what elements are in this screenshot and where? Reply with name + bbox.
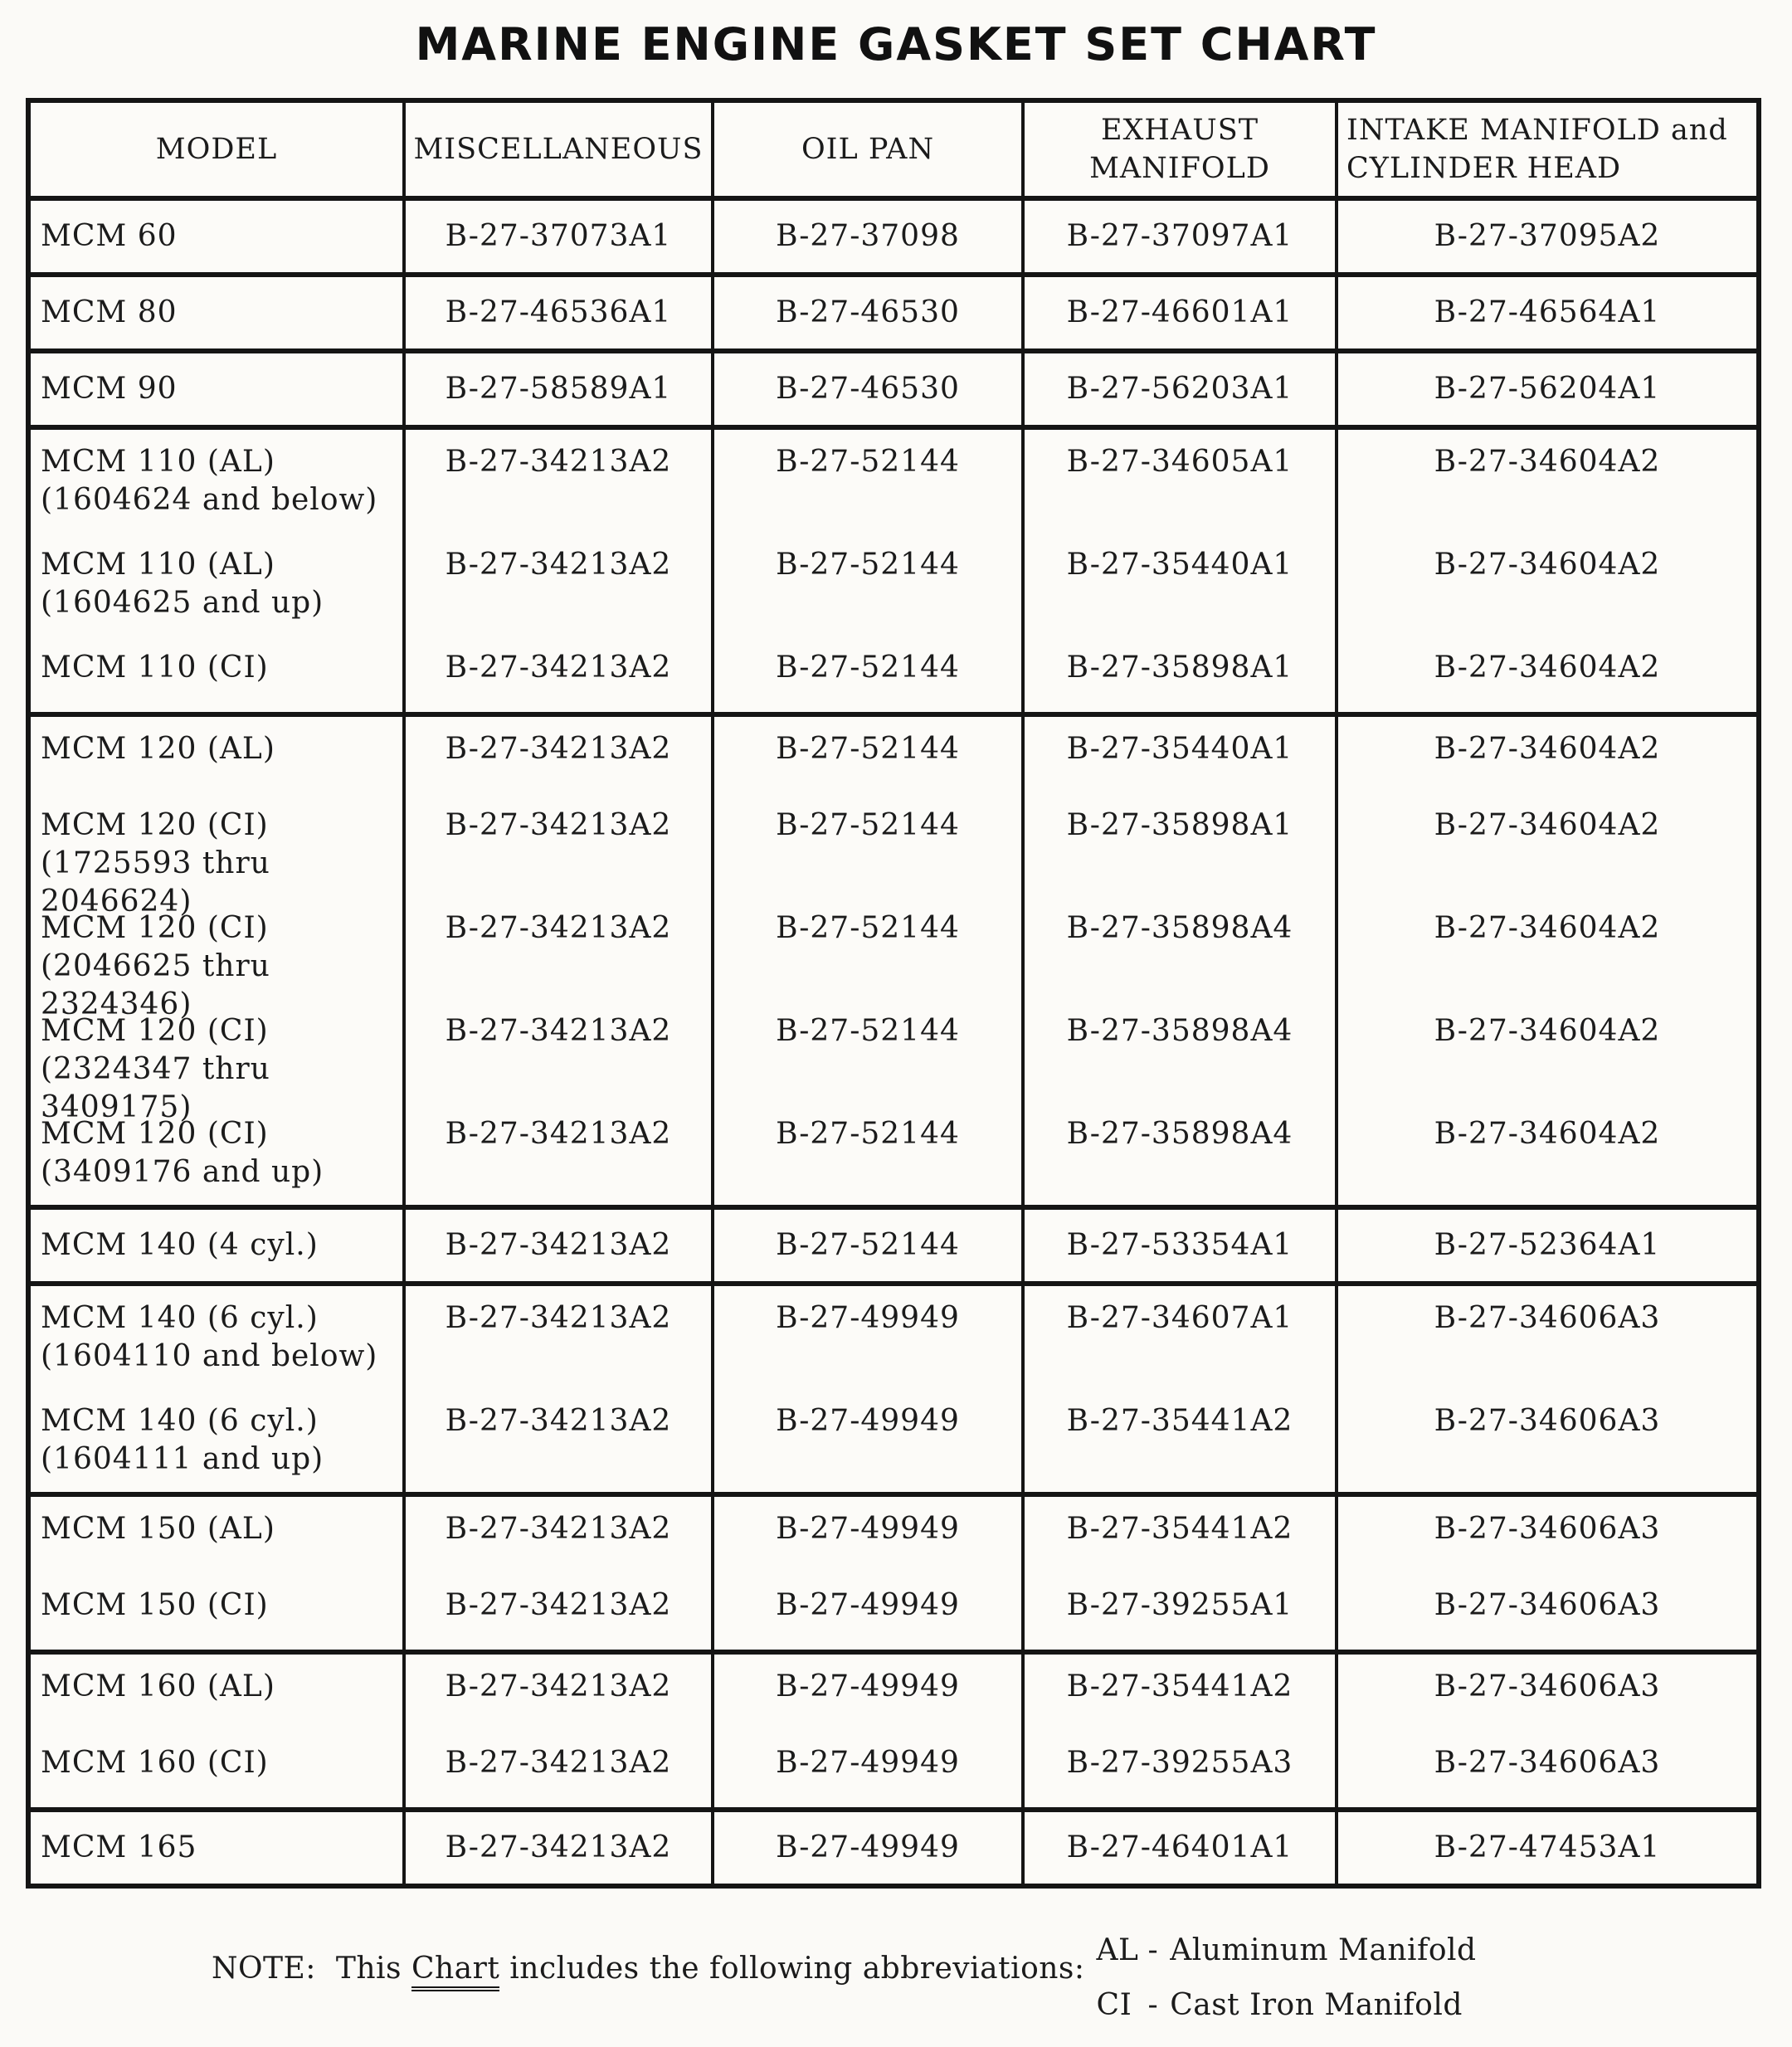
model-label: MCM 140 (6 cyl.) bbox=[41, 1301, 319, 1335]
part-number: B-27-34606A3 bbox=[1434, 1669, 1661, 1703]
model-cell bbox=[31, 348, 406, 425]
part-number: B-27-34604A2 bbox=[1434, 548, 1661, 582]
exhaust-cell bbox=[1025, 425, 1338, 712]
part-number: B-27-35898A4 bbox=[1066, 1117, 1293, 1151]
table-row-segment bbox=[31, 1210, 402, 1281]
table-row-segment bbox=[406, 1497, 711, 1573]
table-row-segment bbox=[1338, 201, 1756, 272]
part-number: B-27-34213A2 bbox=[445, 445, 672, 479]
table-row-segment bbox=[1025, 896, 1335, 999]
table-row-segment bbox=[406, 1812, 711, 1884]
part-number: B-27-34606A3 bbox=[1434, 1301, 1661, 1335]
oil-pan-cell bbox=[714, 1492, 1025, 1650]
model-serial-range: (1604625 and up) bbox=[41, 586, 324, 620]
part-number: B-27-34604A2 bbox=[1434, 445, 1661, 479]
part-number: B-27-34606A3 bbox=[1434, 1512, 1661, 1546]
model-cell bbox=[31, 1807, 406, 1884]
part-number: B-27-35898A1 bbox=[1066, 808, 1293, 842]
part-number: B-27-34607A1 bbox=[1066, 1301, 1293, 1335]
model-label: MCM 150 (AL) bbox=[41, 1512, 275, 1546]
intake-cell bbox=[1338, 1492, 1756, 1650]
exhaust-cell bbox=[1025, 1492, 1338, 1650]
table-row-segment bbox=[31, 1286, 402, 1389]
part-number: B-27-34213A2 bbox=[445, 1588, 672, 1622]
model-serial-range: (1725593 thru 2046624) bbox=[41, 846, 270, 919]
part-number: B-27-34605A1 bbox=[1066, 445, 1293, 479]
part-number: B-27-34604A2 bbox=[1434, 1014, 1661, 1048]
model-label: MCM 150 (CI) bbox=[41, 1588, 269, 1622]
oil-pan-cell bbox=[714, 272, 1025, 348]
part-number: B-27-39255A1 bbox=[1066, 1588, 1293, 1622]
table-row-segment bbox=[714, 896, 1021, 999]
part-number: B-27-34213A2 bbox=[445, 808, 672, 842]
table-row-segment bbox=[714, 636, 1021, 712]
table-row-segment bbox=[1025, 353, 1335, 425]
part-number: B-27-52144 bbox=[776, 732, 960, 766]
part-number: B-27-34213A2 bbox=[445, 1830, 672, 1864]
table-row-segment bbox=[1338, 533, 1756, 636]
table-row-segment bbox=[714, 201, 1021, 272]
table-row-segment bbox=[31, 1102, 402, 1205]
table-row-segment bbox=[1025, 1655, 1335, 1731]
table-row-segment bbox=[1025, 533, 1335, 636]
part-number: B-27-34213A2 bbox=[445, 911, 672, 945]
table-row-segment bbox=[1338, 717, 1756, 793]
table-row-segment bbox=[31, 201, 402, 272]
model-label: MCM 140 (6 cyl.) bbox=[41, 1404, 319, 1438]
intake-cell bbox=[1338, 196, 1756, 272]
table-row-segment bbox=[1338, 1389, 1756, 1492]
model-cell bbox=[31, 1205, 406, 1281]
table-row-segment bbox=[1338, 277, 1756, 348]
table-row-segment bbox=[1338, 430, 1756, 533]
model-cell bbox=[31, 425, 406, 712]
model-cell bbox=[31, 712, 406, 1205]
table-row-segment bbox=[1338, 636, 1756, 712]
model-cell bbox=[31, 1650, 406, 1807]
table-row-segment bbox=[406, 636, 711, 712]
table-row-segment bbox=[1338, 896, 1756, 999]
part-number: B-27-56204A1 bbox=[1434, 372, 1661, 406]
intake-cell bbox=[1338, 425, 1756, 712]
column-header-text: CYLINDER HEAD bbox=[1346, 152, 1622, 185]
model-label: MCM 120 (CI) bbox=[41, 911, 269, 945]
page-title: MARINE ENGINE GASKET SET CHART bbox=[415, 18, 1377, 71]
part-number: B-27-35441A2 bbox=[1066, 1404, 1293, 1438]
part-number: B-27-34213A2 bbox=[445, 1669, 672, 1703]
model-label: MCM 120 (CI) bbox=[41, 808, 269, 842]
part-number: B-27-35898A4 bbox=[1066, 1014, 1293, 1048]
part-number: B-27-46530 bbox=[776, 372, 960, 406]
table-row-segment bbox=[406, 1102, 711, 1205]
model-label: MCM 110 (AL) bbox=[41, 445, 275, 479]
column-header-oil-pan bbox=[714, 103, 1025, 196]
part-number: B-27-46401A1 bbox=[1066, 1830, 1293, 1864]
table-row-segment bbox=[1025, 1210, 1335, 1281]
table-row-segment bbox=[714, 1210, 1021, 1281]
table-row-segment bbox=[714, 1812, 1021, 1884]
part-number: B-27-35440A1 bbox=[1066, 732, 1293, 766]
table-row-segment bbox=[31, 430, 402, 533]
model-label: MCM 90 bbox=[41, 372, 178, 406]
oil-pan-cell bbox=[714, 1281, 1025, 1492]
table-row-segment bbox=[31, 1389, 402, 1492]
table-row-segment bbox=[1025, 1389, 1335, 1492]
model-serial-range: (1604624 and below) bbox=[41, 483, 378, 517]
part-number: B-27-34606A3 bbox=[1434, 1746, 1661, 1780]
table-row-segment bbox=[1025, 717, 1335, 793]
model-label: MCM 110 (CI) bbox=[41, 651, 269, 685]
table-row-segment bbox=[1338, 1210, 1756, 1281]
table-row-segment bbox=[406, 999, 711, 1102]
part-number: B-27-34213A2 bbox=[445, 1228, 672, 1262]
model-cell bbox=[31, 272, 406, 348]
part-number: B-27-34604A2 bbox=[1434, 911, 1661, 945]
misc-cell bbox=[406, 348, 714, 425]
table-row-segment bbox=[406, 793, 711, 896]
table-row-segment bbox=[714, 1573, 1021, 1650]
part-number: B-27-49949 bbox=[776, 1404, 960, 1438]
table-row-segment bbox=[1025, 1102, 1335, 1205]
table-row-segment bbox=[1025, 430, 1335, 533]
abbreviation-list bbox=[1097, 1923, 1477, 2033]
intake-cell bbox=[1338, 272, 1756, 348]
table-row-segment bbox=[31, 636, 402, 712]
table-row-segment bbox=[406, 1573, 711, 1650]
model-label: MCM 160 (CI) bbox=[41, 1746, 269, 1780]
table-row-segment bbox=[1338, 1812, 1756, 1884]
part-number: B-27-52144 bbox=[776, 911, 960, 945]
note-text bbox=[212, 1952, 1085, 1986]
model-label: MCM 60 bbox=[41, 219, 178, 253]
table-row-segment bbox=[31, 1573, 402, 1650]
table-row-segment bbox=[406, 430, 711, 533]
oil-pan-cell bbox=[714, 1205, 1025, 1281]
model-serial-range: (3409176 and up) bbox=[41, 1155, 324, 1189]
table-row-segment bbox=[714, 430, 1021, 533]
part-number: B-27-52144 bbox=[776, 1014, 960, 1048]
intake-cell bbox=[1338, 348, 1756, 425]
part-number: B-27-49949 bbox=[776, 1830, 960, 1864]
note-underlined-word: Chart bbox=[411, 1952, 499, 1991]
model-label: MCM 165 bbox=[41, 1830, 197, 1864]
table-row-segment bbox=[1338, 793, 1756, 896]
part-number: B-27-35441A2 bbox=[1066, 1669, 1293, 1703]
part-number: B-27-49949 bbox=[776, 1588, 960, 1622]
part-number: B-27-49949 bbox=[776, 1512, 960, 1546]
part-number: B-27-46601A1 bbox=[1066, 295, 1293, 329]
table-row-segment bbox=[31, 793, 402, 919]
table-row-segment bbox=[714, 793, 1021, 896]
part-number: B-27-56203A1 bbox=[1066, 372, 1293, 406]
intake-cell bbox=[1338, 1281, 1756, 1492]
part-number: B-27-34604A2 bbox=[1434, 808, 1661, 842]
part-number: B-27-58589A1 bbox=[445, 372, 672, 406]
model-cell bbox=[31, 1281, 406, 1492]
misc-cell bbox=[406, 1492, 714, 1650]
table-row-segment bbox=[714, 999, 1021, 1102]
model-cell bbox=[31, 196, 406, 272]
oil-pan-cell bbox=[714, 1650, 1025, 1807]
part-number: B-27-35440A1 bbox=[1066, 548, 1293, 582]
misc-cell bbox=[406, 272, 714, 348]
part-number: B-27-52144 bbox=[776, 548, 960, 582]
part-number: B-27-47453A1 bbox=[1434, 1830, 1661, 1864]
table-row-segment bbox=[714, 717, 1021, 793]
table-row-segment bbox=[1338, 1102, 1756, 1205]
exhaust-cell bbox=[1025, 196, 1338, 272]
table-row-segment bbox=[714, 1286, 1021, 1389]
column-header-text: OIL PAN bbox=[801, 133, 935, 166]
table-row-segment bbox=[406, 201, 711, 272]
column-header-exhaust-manifold bbox=[1025, 103, 1338, 196]
column-header-text: MODEL bbox=[155, 133, 278, 166]
table-row-segment bbox=[31, 533, 402, 636]
misc-cell bbox=[406, 196, 714, 272]
table-row-segment bbox=[1338, 353, 1756, 425]
part-number: B-27-46536A1 bbox=[445, 295, 672, 329]
column-header-text: EXHAUST bbox=[1100, 114, 1259, 147]
table-row-segment bbox=[1025, 1812, 1335, 1884]
model-label: MCM 80 bbox=[41, 295, 178, 329]
table-row-segment bbox=[31, 353, 402, 425]
model-label: MCM 120 (CI) bbox=[41, 1014, 269, 1048]
part-number: B-27-52144 bbox=[776, 808, 960, 842]
part-number: B-27-37097A1 bbox=[1066, 219, 1293, 253]
part-number: B-27-35441A2 bbox=[1066, 1512, 1293, 1546]
table-row-segment bbox=[1338, 1286, 1756, 1389]
oil-pan-cell bbox=[714, 348, 1025, 425]
table-row-segment bbox=[406, 1210, 711, 1281]
abbreviation-dash: - bbox=[1147, 1933, 1159, 1967]
part-number: B-27-34213A2 bbox=[445, 1746, 672, 1780]
part-number: B-27-52144 bbox=[776, 651, 960, 685]
part-number: B-27-35898A1 bbox=[1066, 651, 1293, 685]
part-number: B-27-34604A2 bbox=[1434, 1117, 1661, 1151]
exhaust-cell bbox=[1025, 712, 1338, 1205]
part-number: B-27-49949 bbox=[776, 1301, 960, 1335]
part-number: B-27-39255A3 bbox=[1066, 1746, 1293, 1780]
table-row-segment bbox=[714, 1102, 1021, 1205]
table-row-segment bbox=[406, 277, 711, 348]
table-row-segment bbox=[714, 277, 1021, 348]
part-number: B-27-35898A4 bbox=[1066, 911, 1293, 945]
part-number: B-27-34213A2 bbox=[445, 1117, 672, 1151]
table-row-segment bbox=[714, 533, 1021, 636]
column-header-model bbox=[31, 103, 406, 196]
table-row-segment bbox=[31, 277, 402, 348]
column-header-text: MISCELLANEOUS bbox=[413, 133, 704, 166]
column-header-miscellaneous bbox=[406, 103, 714, 196]
table-row-segment bbox=[31, 896, 402, 1021]
part-number: B-27-37073A1 bbox=[445, 219, 672, 253]
oil-pan-cell bbox=[714, 1807, 1025, 1884]
table-row-segment bbox=[31, 999, 402, 1124]
table-row-segment bbox=[1338, 1497, 1756, 1573]
table-row-segment bbox=[406, 353, 711, 425]
part-number: B-27-52144 bbox=[776, 1228, 960, 1262]
model-serial-range: (2324347 thru 3409175) bbox=[41, 1052, 270, 1124]
part-number: B-27-34606A3 bbox=[1434, 1404, 1661, 1438]
abbreviation-key: CI bbox=[1096, 1988, 1132, 2022]
part-number: B-27-46564A1 bbox=[1434, 295, 1661, 329]
exhaust-cell bbox=[1025, 1281, 1338, 1492]
table-row-segment bbox=[1338, 999, 1756, 1102]
table-row-segment bbox=[1025, 636, 1335, 712]
misc-cell bbox=[406, 1807, 714, 1884]
abbreviation-key: AL bbox=[1096, 1933, 1139, 1967]
exhaust-cell bbox=[1025, 348, 1338, 425]
part-number: B-27-34213A2 bbox=[445, 732, 672, 766]
part-number: B-27-34213A2 bbox=[445, 548, 672, 582]
part-number: B-27-49949 bbox=[776, 1746, 960, 1780]
exhaust-cell bbox=[1025, 272, 1338, 348]
part-number: B-27-34604A2 bbox=[1434, 651, 1661, 685]
table-row-segment bbox=[714, 1497, 1021, 1573]
intake-cell bbox=[1338, 712, 1756, 1205]
part-number: B-27-49949 bbox=[776, 1669, 960, 1703]
note-suffix: includes the following abbreviations: bbox=[499, 1952, 1085, 1986]
model-label: MCM 110 (AL) bbox=[41, 548, 275, 582]
part-number: B-27-37098 bbox=[776, 219, 960, 253]
table-row-segment bbox=[714, 1389, 1021, 1492]
abbreviation-dash: - bbox=[1147, 1988, 1159, 2022]
model-label: MCM 140 (4 cyl.) bbox=[41, 1228, 319, 1262]
part-number: B-27-34213A2 bbox=[445, 1301, 672, 1335]
model-label: MCM 160 (AL) bbox=[41, 1669, 275, 1703]
misc-cell bbox=[406, 425, 714, 712]
model-label: MCM 120 (AL) bbox=[41, 732, 275, 766]
part-number: B-27-46530 bbox=[776, 295, 960, 329]
note bbox=[212, 1923, 1721, 2033]
column-header-text: INTAKE MANIFOLD and bbox=[1346, 114, 1728, 147]
part-number: B-27-34213A2 bbox=[445, 1014, 672, 1048]
table-row-segment bbox=[1025, 793, 1335, 896]
part-number: B-27-34604A2 bbox=[1434, 732, 1661, 766]
note-prefix: NOTE: This bbox=[212, 1952, 411, 1986]
part-number: B-27-52364A1 bbox=[1434, 1228, 1661, 1262]
misc-cell bbox=[406, 1205, 714, 1281]
column-header-intake-manifold-cylinder-head bbox=[1338, 103, 1756, 196]
table-row-segment bbox=[406, 1655, 711, 1731]
misc-cell bbox=[406, 1281, 714, 1492]
table-row-segment bbox=[31, 1497, 402, 1573]
exhaust-cell bbox=[1025, 1807, 1338, 1884]
table-row-segment bbox=[1338, 1731, 1756, 1807]
part-number: B-27-34213A2 bbox=[445, 1404, 672, 1438]
table-row-segment bbox=[406, 717, 711, 793]
model-serial-range: (1604111 and up) bbox=[41, 1442, 324, 1476]
table-row-segment bbox=[1025, 1731, 1335, 1807]
model-cell bbox=[31, 1492, 406, 1650]
column-header-text: MANIFOLD bbox=[1089, 152, 1270, 185]
intake-cell bbox=[1338, 1807, 1756, 1884]
model-serial-range: (2046625 thru 2324346) bbox=[41, 949, 270, 1021]
oil-pan-cell bbox=[714, 712, 1025, 1205]
table-row-segment bbox=[406, 533, 711, 636]
exhaust-cell bbox=[1025, 1205, 1338, 1281]
table-row-segment bbox=[714, 1655, 1021, 1731]
table-row-segment bbox=[406, 1286, 711, 1389]
part-number: B-27-53354A1 bbox=[1066, 1228, 1293, 1262]
table-row-segment bbox=[1338, 1573, 1756, 1650]
table-row-segment bbox=[406, 1731, 711, 1807]
table-row-segment bbox=[1025, 999, 1335, 1102]
abbreviation-meaning: Cast Iron Manifold bbox=[1170, 1988, 1463, 2022]
part-number: B-27-37095A2 bbox=[1434, 219, 1661, 253]
table-row-segment bbox=[1025, 201, 1335, 272]
abbreviation-item-al bbox=[1097, 1923, 1477, 1978]
table-row-segment bbox=[31, 1731, 402, 1807]
misc-cell bbox=[406, 1650, 714, 1807]
table-row-segment bbox=[714, 353, 1021, 425]
part-number: B-27-52144 bbox=[776, 445, 960, 479]
table-row-segment bbox=[1025, 1573, 1335, 1650]
model-serial-range: (1604110 and below) bbox=[41, 1339, 378, 1373]
intake-cell bbox=[1338, 1650, 1756, 1807]
abbreviation-meaning: Aluminum Manifold bbox=[1170, 1933, 1477, 1967]
table-row-segment bbox=[714, 1731, 1021, 1807]
table-row-segment bbox=[1025, 1286, 1335, 1389]
oil-pan-cell bbox=[714, 425, 1025, 712]
table-row-segment bbox=[406, 1389, 711, 1492]
gasket-table bbox=[26, 98, 1761, 1889]
table-row-segment bbox=[31, 1812, 402, 1884]
table-row-segment bbox=[1025, 1497, 1335, 1573]
exhaust-cell bbox=[1025, 1650, 1338, 1807]
table-row-segment bbox=[406, 896, 711, 999]
part-number: B-27-34213A2 bbox=[445, 651, 672, 685]
table-row-segment bbox=[31, 1655, 402, 1731]
part-number: B-27-34213A2 bbox=[445, 1512, 672, 1546]
model-label: MCM 120 (CI) bbox=[41, 1117, 269, 1151]
intake-cell bbox=[1338, 1205, 1756, 1281]
table-row-segment bbox=[1338, 1655, 1756, 1731]
table-row-segment bbox=[1025, 277, 1335, 348]
misc-cell bbox=[406, 712, 714, 1205]
oil-pan-cell bbox=[714, 196, 1025, 272]
part-number: B-27-52144 bbox=[776, 1117, 960, 1151]
table-row-segment bbox=[31, 717, 402, 793]
part-number: B-27-34606A3 bbox=[1434, 1588, 1661, 1622]
abbreviation-item-ci bbox=[1097, 1978, 1477, 2033]
